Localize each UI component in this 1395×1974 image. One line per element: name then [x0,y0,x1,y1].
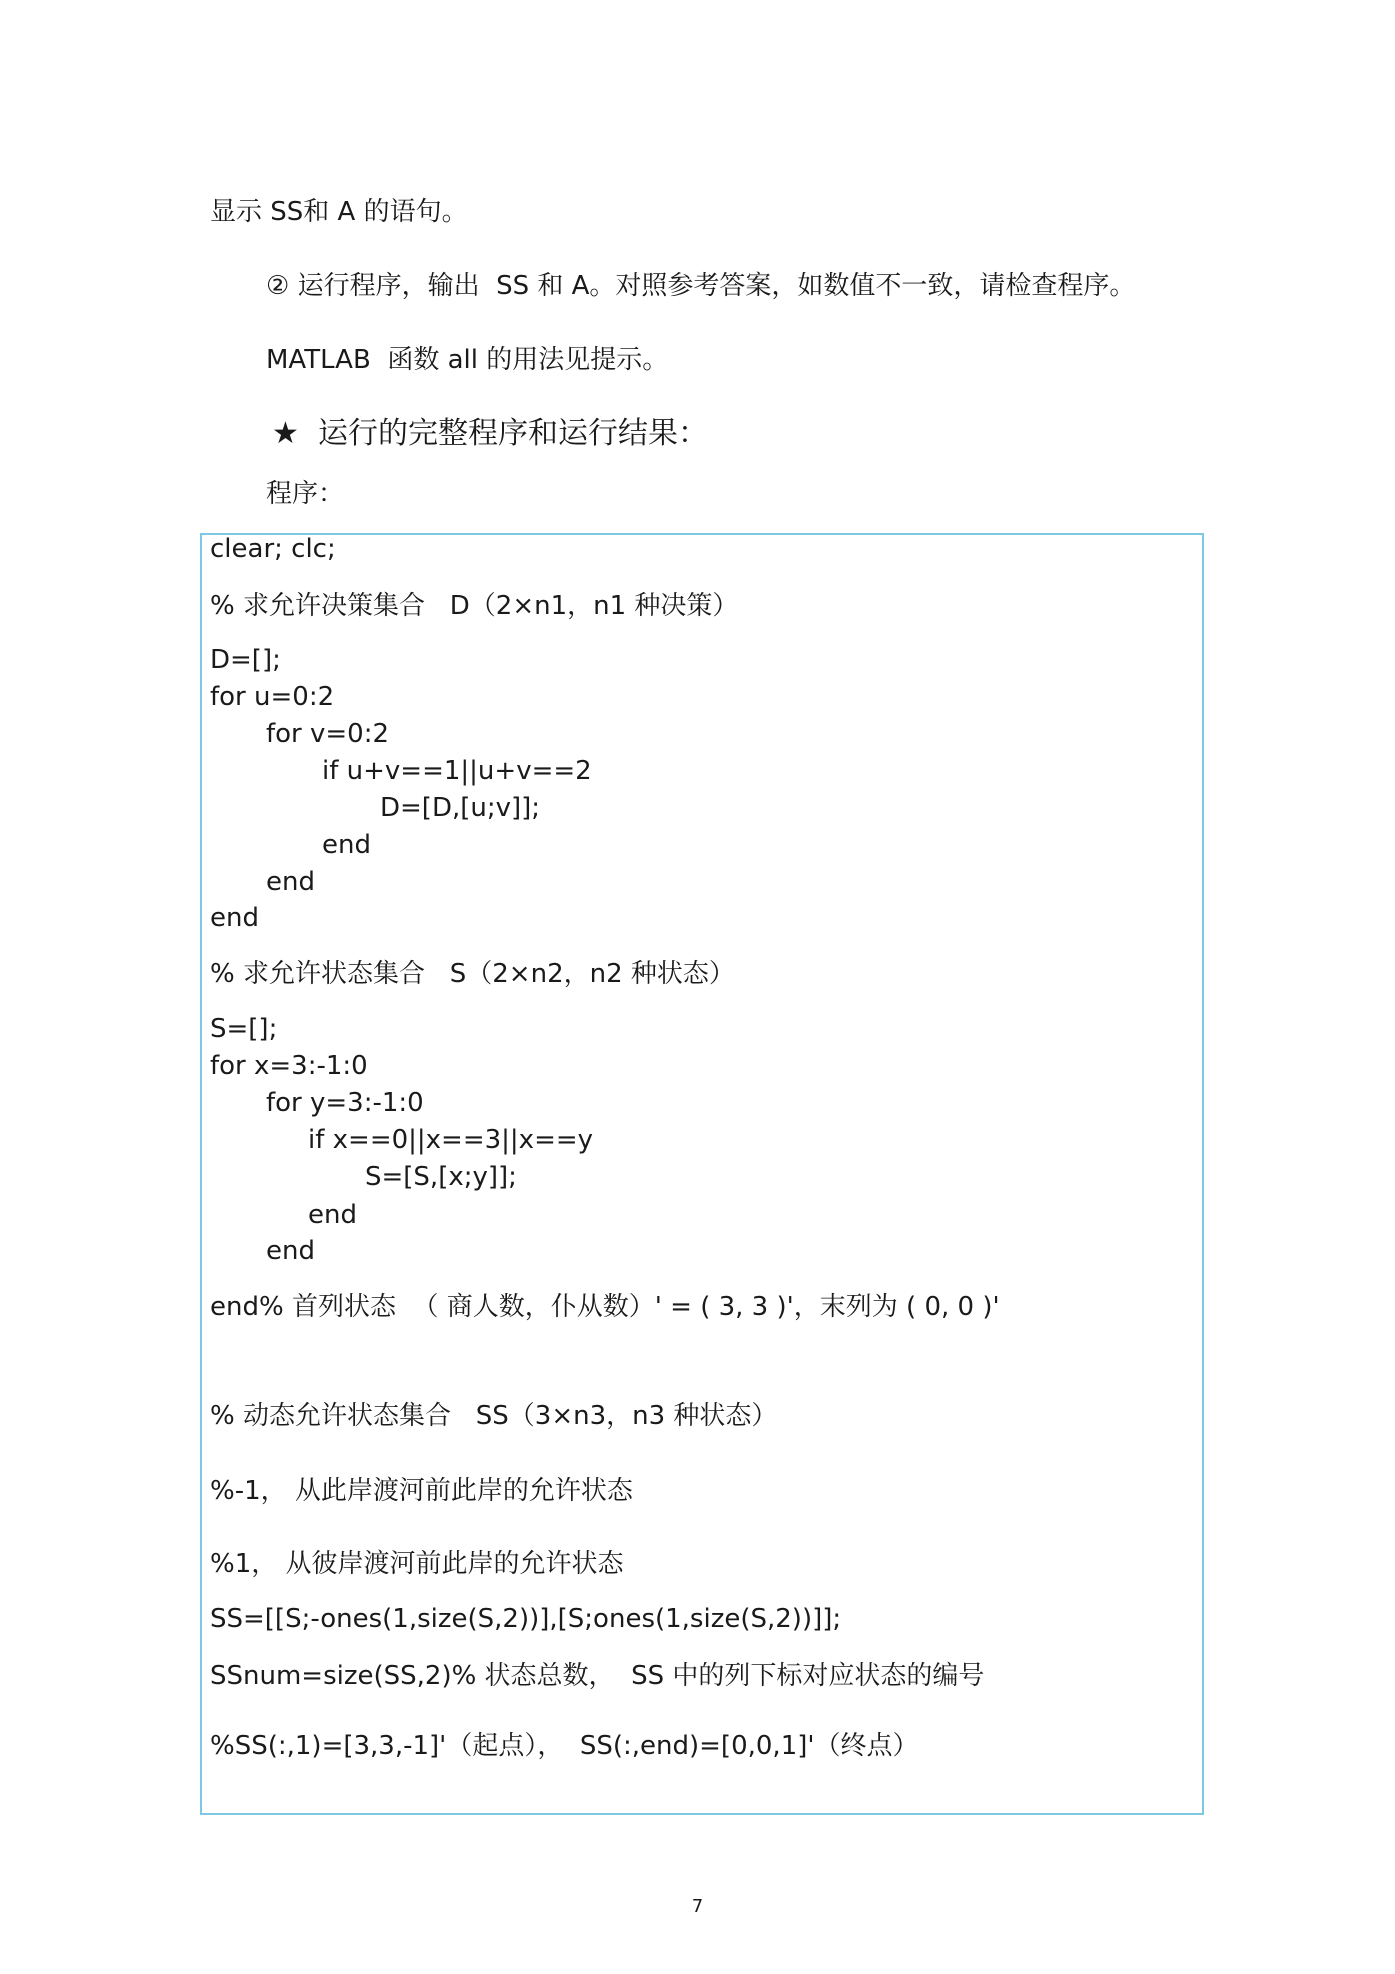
code-line: end [308,1200,357,1230]
code-line: end [266,1236,315,1266]
code-line: S=[S,[x;y]]; [365,1162,517,1192]
code-line: if x==0||x==3||x==y [308,1125,594,1155]
page-number: 7 [691,1896,704,1917]
results-heading: ★ 运行的完整程序和运行结果： [272,416,708,451]
code-line: SS=[[S;-ones(1,size(S,2))],[S;ones(1,size(S,2))]]; [210,1604,842,1634]
code-line: for y=3:-1:0 [266,1088,424,1118]
code-line: end% 首列状态 （ 商人数，仆从数）' = ( 3, 3 )'，末列为 ( 0, 0 )' [210,1292,1000,1322]
code-line: %SS(:,1)=[3,3,-1]'（起点）， SS(:,end)=[0,0,1]'（终点） [210,1731,919,1761]
code-line: D=[D,[u;v]]; [380,793,541,823]
code-line: for u=0:2 [210,682,335,712]
code-line: clear; clc; [210,534,336,564]
code-line: S=[]; [210,1014,278,1044]
code-line: D=[]; [210,645,281,675]
code-line: % 动态允许状态集合 SS（3×n3，n3 种状态） [210,1401,778,1431]
code-line: % 求允许状态集合 S（2×n2，n2 种状态） [210,959,735,989]
code-line: end [266,867,315,897]
intro-line-2: ② 运行程序，输出 SS 和 A。对照参考答案，如数值不一致，请检查程序。 [266,271,1136,301]
program-label: 程序： [266,479,345,509]
code-line: for v=0:2 [266,719,390,749]
code-line: end [322,830,371,860]
code-line: % 求允许决策集合 D（2×n1，n1 种决策） [210,591,739,621]
code-line: end [210,903,259,933]
code-line: %-1， 从此岸渡河前此岸的允许状态 [210,1476,633,1506]
intro-line-3: MATLAB 函数 all 的用法见提示。 [266,345,669,375]
intro-line-1: 显示 SS和 A 的语句。 [210,197,468,227]
code-line: %1， 从彼岸渡河前此岸的允许状态 [210,1549,624,1579]
code-line: SSnum=size(SS,2)% 状态总数， SS 中的列下标对应状态的编号 [210,1661,985,1691]
code-line: for x=3:-1:0 [210,1051,368,1081]
code-line: if u+v==1||u+v==2 [322,756,592,786]
